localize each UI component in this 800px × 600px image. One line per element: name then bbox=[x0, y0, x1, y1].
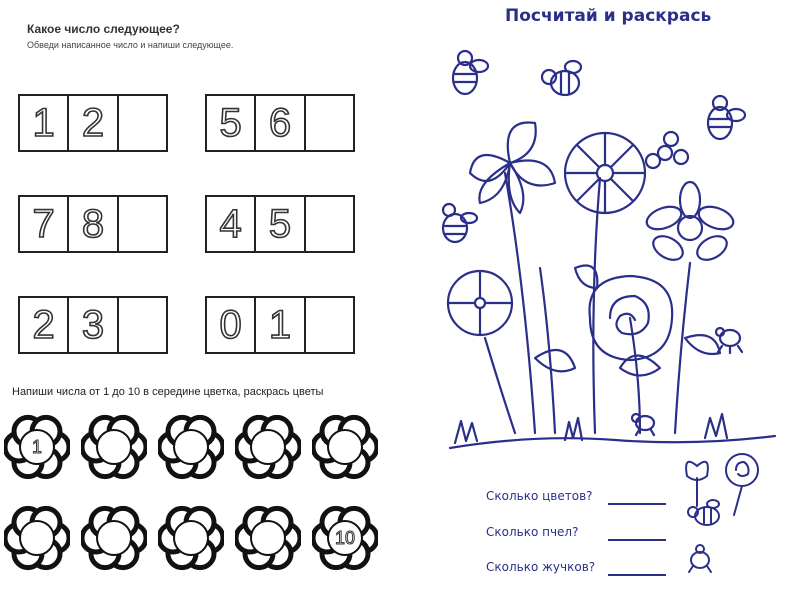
bee-icon bbox=[443, 204, 477, 242]
coloring-title: Посчитай и раскрась bbox=[505, 6, 712, 26]
number-sequence-row bbox=[18, 195, 168, 253]
flower-outline-icon[interactable] bbox=[81, 414, 147, 480]
number-cell: 5 bbox=[256, 197, 305, 251]
answer-line-bugs[interactable] bbox=[608, 574, 666, 576]
flower-trumpet bbox=[448, 271, 512, 335]
flower-number bbox=[4, 505, 70, 571]
flower-number bbox=[235, 414, 301, 480]
flower-outline-icon[interactable] bbox=[235, 505, 301, 571]
worksheet-title: Какое число следующее? bbox=[27, 22, 180, 36]
coloring-illustration bbox=[415, 38, 785, 458]
flower-number: 10 bbox=[334, 527, 356, 548]
number-cell: 1 bbox=[20, 96, 69, 150]
answer-cell[interactable] bbox=[306, 298, 353, 352]
flower-small-icon bbox=[686, 462, 708, 506]
number-cell: 4 bbox=[207, 197, 256, 251]
flower-number bbox=[235, 505, 301, 571]
flower-daisy bbox=[644, 182, 737, 265]
number-cell: 1 bbox=[256, 298, 305, 352]
legend-icons bbox=[672, 448, 782, 578]
stem bbox=[593, 178, 600, 433]
number-cell: 0 bbox=[207, 298, 256, 352]
bee-icon bbox=[542, 61, 581, 95]
flower-number: 1 bbox=[31, 436, 42, 457]
flower-number bbox=[158, 505, 224, 571]
leaf bbox=[535, 350, 575, 371]
bug-small-icon bbox=[689, 545, 711, 572]
number-sequence-row bbox=[205, 94, 355, 152]
number-cell: 2 bbox=[20, 298, 69, 352]
flower-outline-icon[interactable] bbox=[312, 414, 378, 480]
flower-outline-icon[interactable] bbox=[312, 505, 378, 571]
answer-cell[interactable] bbox=[306, 96, 353, 150]
number-cell: 2 bbox=[69, 96, 118, 150]
answer-cell[interactable] bbox=[119, 96, 166, 150]
flower-number bbox=[81, 414, 147, 480]
bee-icon bbox=[453, 51, 488, 94]
stem bbox=[485, 338, 515, 433]
bug-icon bbox=[632, 414, 654, 435]
bee-icon bbox=[708, 96, 745, 139]
flower-lily bbox=[470, 123, 555, 214]
flower-instruction: Напиши числа от 1 до 10 в середине цветка, раскрась цветы bbox=[12, 386, 324, 398]
flower-outline-icon[interactable] bbox=[4, 414, 70, 480]
flower-outline-icon[interactable] bbox=[81, 505, 147, 571]
flower-outline-icon[interactable] bbox=[235, 414, 301, 480]
number-sequence-row bbox=[205, 195, 355, 253]
number-cell: 3 bbox=[69, 298, 118, 352]
bug-icon bbox=[716, 328, 742, 353]
flower-outline-icon[interactable] bbox=[158, 505, 224, 571]
number-cell: 7 bbox=[20, 197, 69, 251]
answer-line-bees[interactable] bbox=[608, 539, 666, 541]
number-sequence-row bbox=[18, 94, 168, 152]
number-sequence-row bbox=[205, 296, 355, 354]
flower-outline-icon[interactable] bbox=[4, 505, 70, 571]
answer-cell[interactable] bbox=[119, 298, 166, 352]
flower-number bbox=[312, 414, 378, 480]
flower-number bbox=[81, 505, 147, 571]
number-cell: 5 bbox=[207, 96, 256, 150]
leaf bbox=[685, 335, 720, 354]
number-sequence-row bbox=[18, 296, 168, 354]
question-flowers: Сколько цветов? bbox=[486, 489, 593, 503]
answer-cell[interactable] bbox=[119, 197, 166, 251]
number-cell: 6 bbox=[256, 96, 305, 150]
flower-outline-icon[interactable] bbox=[158, 414, 224, 480]
answer-line-flowers[interactable] bbox=[608, 503, 666, 505]
number-cell: 8 bbox=[69, 197, 118, 251]
flower-bell bbox=[565, 133, 645, 213]
question-bees: Сколько пчел? bbox=[486, 525, 579, 539]
stem bbox=[675, 263, 690, 433]
bee-small-icon bbox=[688, 500, 719, 525]
rose-small-icon bbox=[726, 454, 758, 515]
flower-cluster bbox=[646, 132, 688, 168]
worksheet-subtitle: Обведи написанное число и напиши следующее. bbox=[27, 40, 234, 50]
question-bugs: Сколько жучков? bbox=[486, 560, 596, 574]
answer-cell[interactable] bbox=[306, 197, 353, 251]
flower-number bbox=[158, 414, 224, 480]
